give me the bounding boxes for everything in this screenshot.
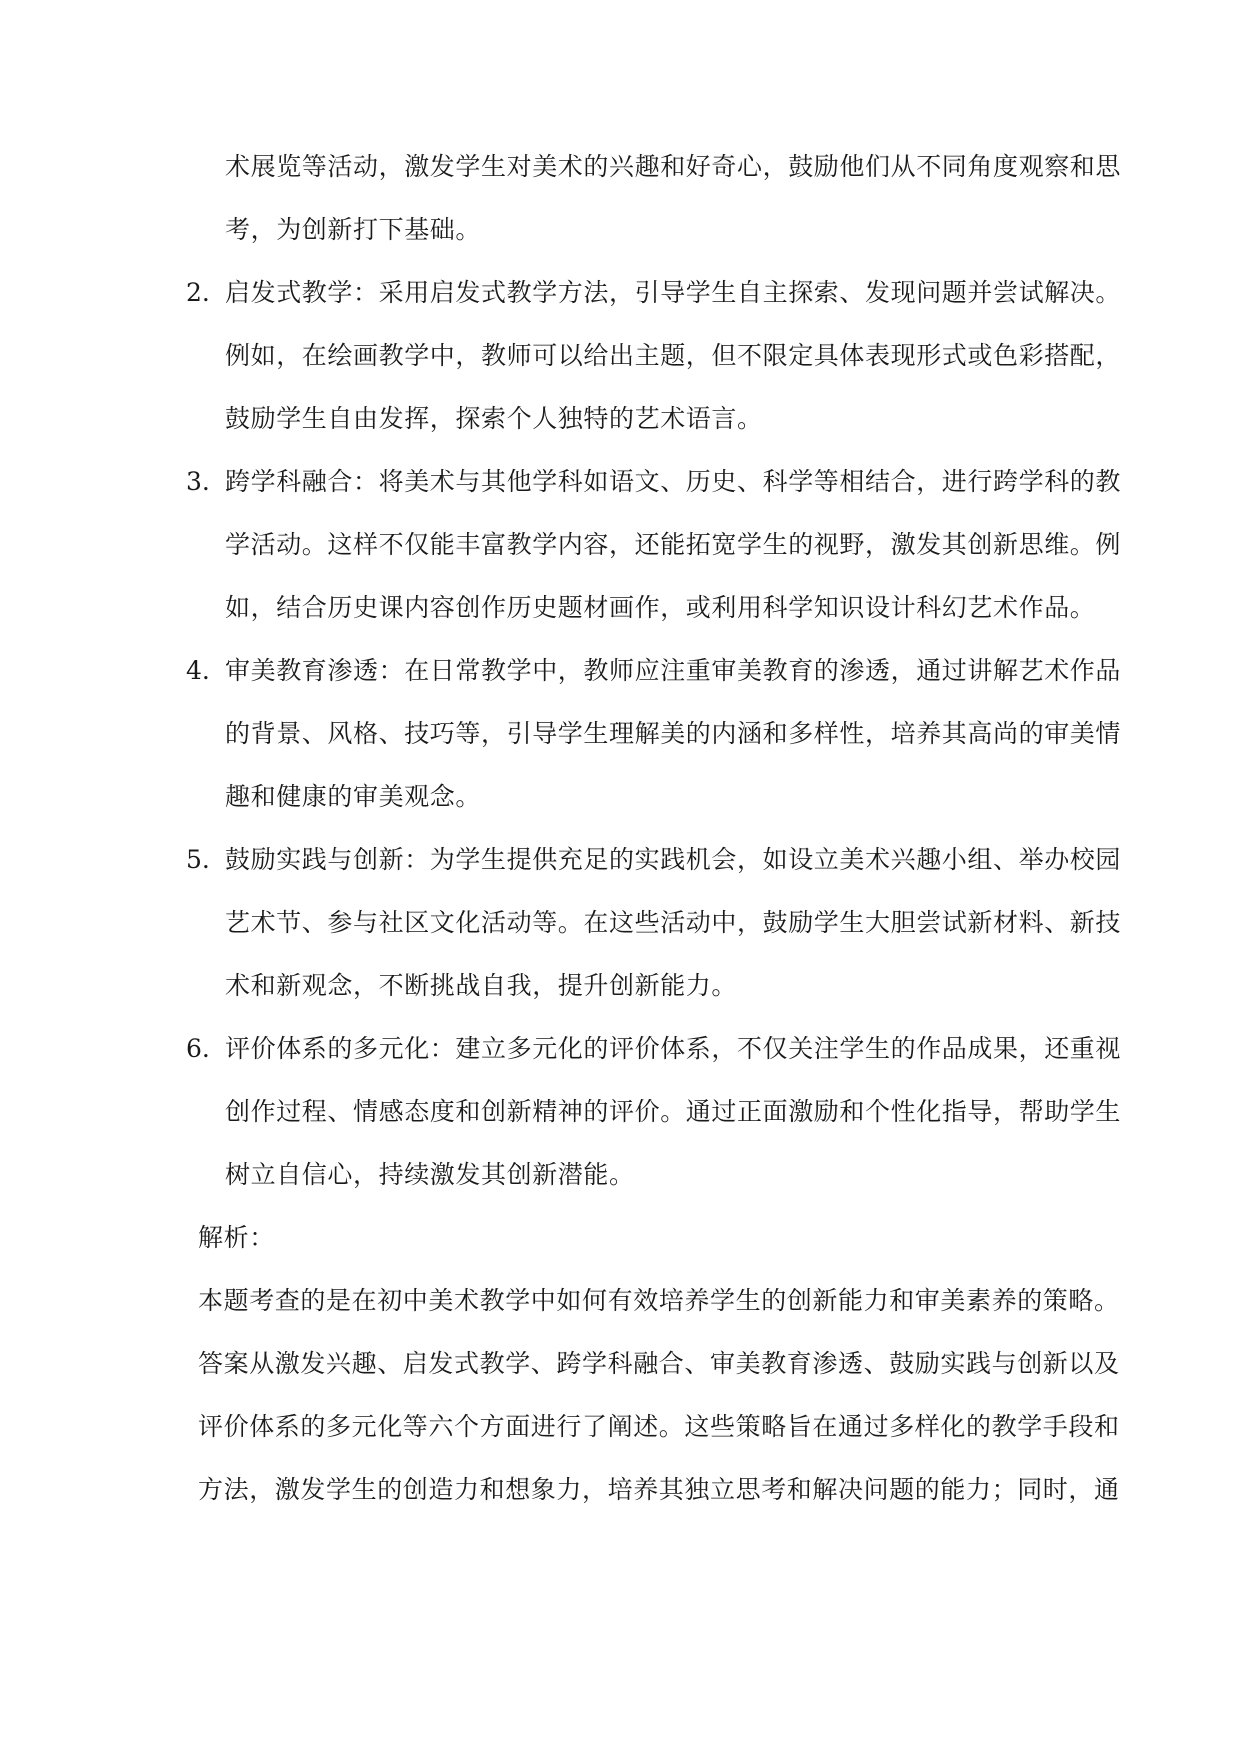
list-number: 2. bbox=[186, 278, 210, 307]
paragraph-line: 术展览等活动，激发学生对美术的兴趣和好奇心，鼓励他们从不同角度观察和思 bbox=[225, 152, 1122, 181]
list-number: 4. bbox=[186, 656, 210, 685]
analysis-line: 本题考查的是在初中美术教学中如何有效培养学生的创新能力和审美素养的策略。 bbox=[198, 1286, 1120, 1315]
list-item-line: 的背景、风格、技巧等，引导学生理解美的内涵和多样性，培养其高尚的审美情 bbox=[225, 719, 1122, 748]
list-number: 5. bbox=[186, 845, 210, 874]
list-item-line: 术和新观念，不断挑战自我，提升创新能力。 bbox=[225, 971, 738, 1000]
list-item-line: 创作过程、情感态度和创新精神的评价。通过正面激励和个性化指导，帮助学生 bbox=[225, 1097, 1122, 1126]
analysis-heading: 解析： bbox=[198, 1223, 275, 1252]
analysis-line: 评价体系的多元化等六个方面进行了阐述。这些策略旨在通过多样化的教学手段和 bbox=[198, 1412, 1120, 1441]
list-item-line: 如，结合历史课内容创作历史题材画作，或利用科学知识设计科幻艺术作品。 bbox=[225, 593, 1096, 622]
list-item-line: 艺术节、参与社区文化活动等。在这些活动中，鼓励学生大胆尝试新材料、新技 bbox=[225, 908, 1122, 937]
list-item-line: 审美教育渗透：在日常教学中，教师应注重审美教育的渗透，通过讲解艺术作品 bbox=[225, 656, 1122, 685]
list-number: 6. bbox=[186, 1034, 210, 1063]
list-item-line: 树立自信心，持续激发其创新潜能。 bbox=[225, 1160, 635, 1189]
list-item-line: 评价体系的多元化：建立多元化的评价体系，不仅关注学生的作品成果，还重视 bbox=[225, 1034, 1122, 1063]
list-item-line: 鼓励学生自由发挥，探索个人独特的艺术语言。 bbox=[225, 404, 763, 433]
analysis-line: 方法，激发学生的创造力和想象力，培养其独立思考和解决问题的能力；同时，通 bbox=[198, 1475, 1120, 1504]
list-item-line: 学活动。这样不仅能丰富教学内容，还能拓宽学生的视野，激发其创新思维。例 bbox=[225, 530, 1122, 559]
list-item-line: 鼓励实践与创新：为学生提供充足的实践机会，如设立美术兴趣小组、举办校园 bbox=[225, 845, 1122, 874]
list-item-line: 例如，在绘画教学中，教师可以给出主题，但不限定具体表现形式或色彩搭配， bbox=[225, 341, 1122, 370]
list-item-line: 启发式教学：采用启发式教学方法，引导学生自主探索、发现问题并尝试解决。 bbox=[225, 278, 1122, 307]
list-number: 3. bbox=[186, 467, 210, 496]
analysis-line: 答案从激发兴趣、启发式教学、跨学科融合、审美教育渗透、鼓励实践与创新以及 bbox=[198, 1349, 1120, 1378]
list-item-line: 趣和健康的审美观念。 bbox=[225, 782, 482, 811]
list-item-line: 跨学科融合：将美术与其他学科如语文、历史、科学等相结合，进行跨学科的教 bbox=[225, 467, 1122, 496]
paragraph-line: 考，为创新打下基础。 bbox=[225, 215, 482, 244]
